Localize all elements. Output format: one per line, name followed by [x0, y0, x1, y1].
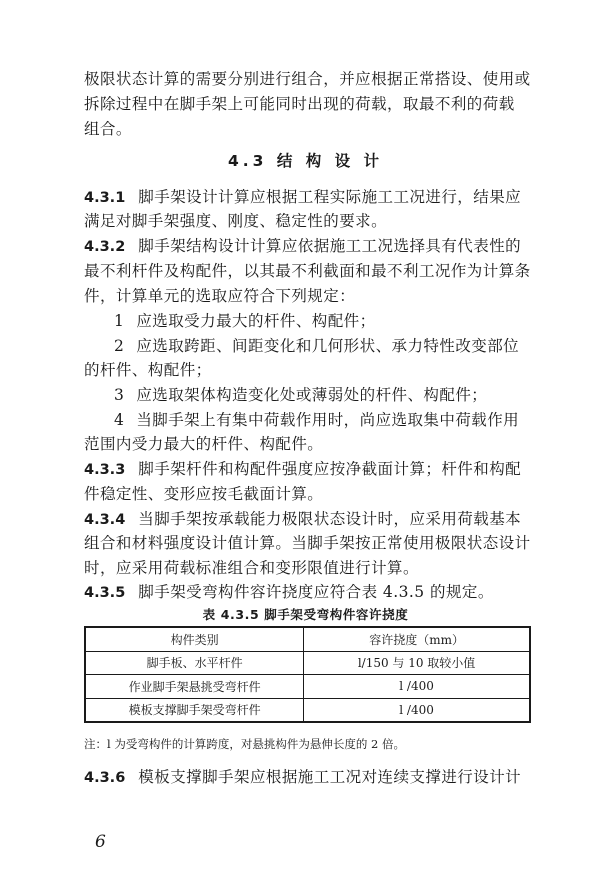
section-title: 4.3 结 构 设 计 — [227, 152, 384, 170]
table-row — [85, 698, 530, 722]
table-cell: 模板支撑脚手架受弯杆件 — [85, 698, 304, 722]
clause-number: 4.3.4 — [84, 512, 126, 528]
clause-text: 脚手架受弯构件容许挠度应符合表 4.3.5 的规定。 — [138, 583, 494, 601]
item-text-line: 范围内受力最大的杆件、构配件。 — [84, 435, 324, 453]
clause-4-3-3 — [84, 457, 532, 482]
table-cell: l /400 — [304, 698, 530, 722]
item-text: 应选取跨距、间距变化和几何形状、承力特性改变部位 — [136, 337, 520, 355]
list-item — [114, 309, 532, 333]
table-cell: 脚手板、水平杆件 — [85, 651, 304, 675]
intro-line: 拆除过程中在脚手架上可能同时出现的荷载，取最不利的荷载 — [84, 95, 515, 113]
list-item — [114, 334, 532, 358]
clause-text-line: 最不利杆件及构配件，以其最不利截面和最不利工况作为计算条 — [84, 262, 531, 280]
item-text: 应选取架体构造变化处或薄弱处的杆件、构配件； — [136, 386, 488, 404]
clause-number: 4.3.3 — [84, 462, 126, 478]
clause-text: 脚手架结构设计计算应依据施工工况选择具有代表性的 — [138, 237, 522, 255]
item-number: 3 — [114, 386, 125, 404]
clause-text-line: 满足对脚手架强度、刚度、稳定性的要求。 — [84, 212, 388, 230]
clause-4-3-6 — [84, 765, 532, 790]
item-text: 当脚手架上有集中荷载作用时，尚应选取集中荷载作用 — [136, 411, 520, 429]
deflection-table — [84, 626, 531, 723]
clause-text-line: 组合和材料强度设计值计算。当脚手架按正常使用极限状态设计 — [84, 534, 531, 552]
clause-text-line: 时，应采用荷载标准组合和变形限值进行计算。 — [84, 559, 419, 577]
clause-4-3-5 — [84, 580, 532, 605]
table-cell: 作业脚手架悬挑受弯杆件 — [85, 675, 304, 699]
intro-line: 极限状态计算的需要分别进行组合，并应根据正常搭设、使用或 — [84, 70, 531, 88]
table-header-row — [85, 627, 530, 651]
clause-text: 当脚手架按承载能力极限状态设计时，应采用荷载基本 — [138, 510, 522, 528]
column-header: 容许挠度（mm） — [304, 627, 530, 651]
clause-text-line: 件，计算单元的选取应符合下列规定： — [84, 287, 356, 305]
item-text: 应选取受力最大的杆件、构配件； — [136, 312, 376, 330]
clause-4-3-1 — [84, 185, 532, 210]
item-number: 2 — [114, 337, 125, 355]
clause-text: 脚手架设计计算应根据工程实际施工工况进行，结果应 — [138, 188, 522, 206]
table-caption: 表 4.3.5 脚手架受弯构件容许挠度 — [202, 607, 409, 622]
column-header: 构件类别 — [85, 627, 304, 651]
clause-text-line: 件稳定性、变形应按毛截面计算。 — [84, 485, 324, 503]
clause-number: 4.3.1 — [84, 190, 126, 206]
clause-text: 模板支撑脚手架应根据施工工况对连续支撑进行设计计 — [138, 768, 522, 786]
intro-line: 组合。 — [84, 120, 132, 138]
clause-number: 4.3.5 — [84, 585, 126, 601]
table-cell: l/150 与 10 取较小值 — [304, 651, 530, 675]
table-cell: l /400 — [304, 675, 530, 699]
list-item — [114, 408, 532, 432]
table-note: 注：l 为受弯构件的计算跨度，对悬挑构件为悬伸长度的 2 倍。 — [84, 737, 405, 751]
table-row — [85, 675, 530, 699]
list-item — [114, 383, 532, 407]
clause-text: 脚手架杆件和构配件强度应按净截面计算；杆件和构配 — [138, 460, 522, 478]
clause-number: 4.3.6 — [84, 770, 126, 786]
page-number: 6 — [95, 832, 106, 852]
item-number: 4 — [114, 411, 125, 429]
table-row — [85, 651, 530, 675]
item-text-line: 的杆件、构配件； — [84, 361, 212, 379]
clause-number: 4.3.2 — [84, 239, 126, 255]
item-number: 1 — [114, 312, 125, 330]
clause-4-3-2 — [84, 234, 532, 259]
clause-4-3-4 — [84, 507, 532, 532]
